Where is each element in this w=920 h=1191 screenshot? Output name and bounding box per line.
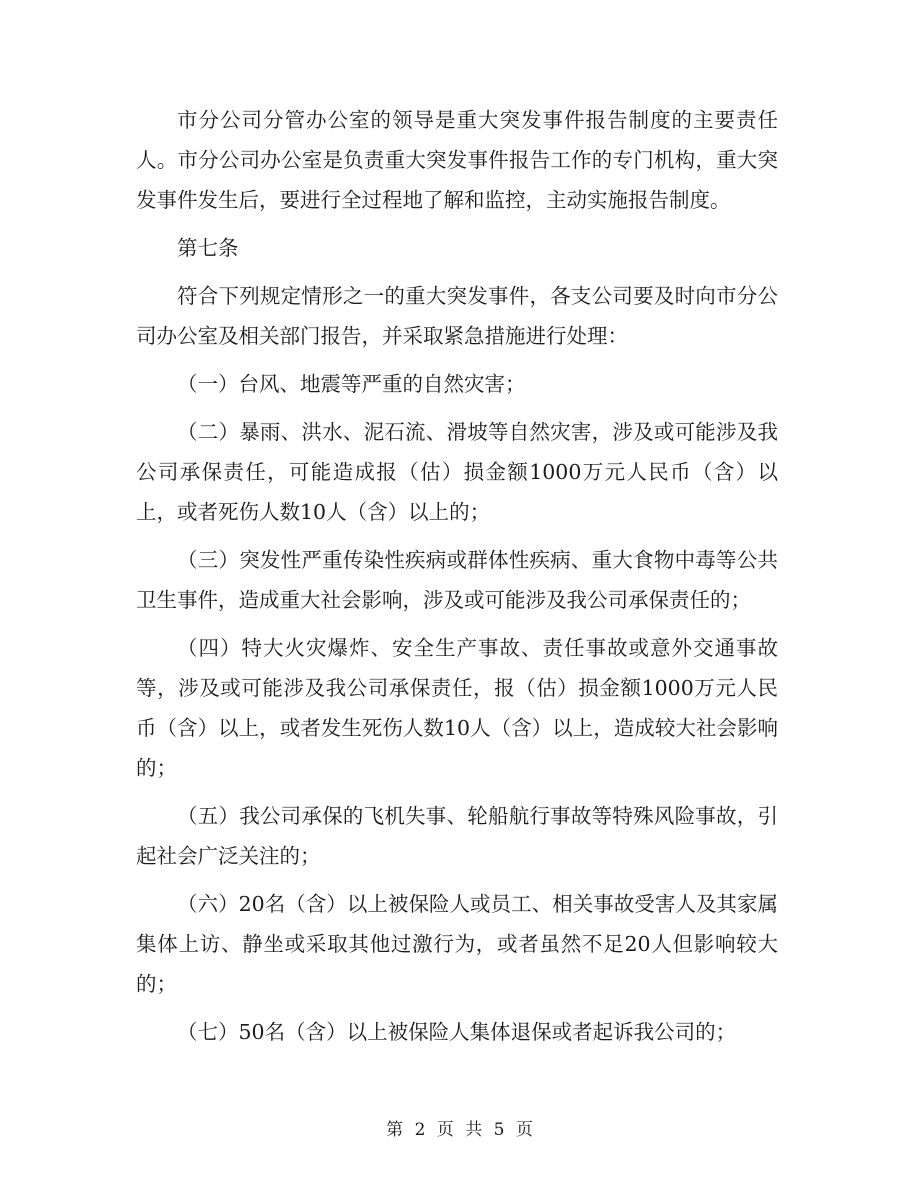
list-item-2: （二）暴雨、洪水、泥石流、滑坡等自然灾害，涉及或可能涉及我公司承保责任，可能造成报（估）损金额1000万元人民币（含）以上，或者死伤人数10人（含）以上的； [136, 420, 778, 524]
footer-current-page: 2 [414, 1120, 427, 1140]
list-item-3: （三）突发性严重传染性疾病或群体性疾病、重大食物中毒等公共卫生事件，造成重大社会影响，涉及或可能涉及我公司承保责任的； [136, 548, 778, 612]
article-heading: 第七条 [177, 236, 239, 260]
footer-suffix: 页 [515, 1120, 534, 1140]
list-item-7: （七）50名（含）以上被保险人集体退保或者起诉我公司的； [177, 1020, 737, 1044]
list-item-6: （六）20名（含）以上被保险人或员工、相关事故受害人及其家属集体上访、静坐或采取其他过激行为，或者虽然不足20人但影响较大的； [136, 892, 778, 996]
paragraph-responsibility: 市分公司分管办公室的领导是重大突发事件报告制度的主要责任人。市分公司办公室是负责重大突发事件报告工作的专门机构，重大突发事件发生后，要进行全过程地了解和监控，主动实施报告制度。 [136, 108, 778, 212]
list-item-4: （四）特大火灾爆炸、安全生产事故、责任事故或意外交通事故等，涉及或可能涉及我公司承保责任，报（估）损金额1000万元人民币（含）以上，或者发生死伤人数10人（含）以上，造成较大社会影响的； [136, 636, 778, 780]
paragraph-report-conditions: 符合下列规定情形之一的重大突发事件，各支公司要及时向市分公司办公室及相关部门报告，并采取紧急措施进行处理： [136, 284, 778, 348]
page-footer [0, 1115, 920, 1140]
document-body [136, 100, 778, 1060]
footer-prefix: 第 [386, 1120, 405, 1140]
footer-mid: 页 [436, 1120, 455, 1140]
list-item-5: （五）我公司承保的飞机失事、轮船航行事故等特殊风险事故，引起社会广泛关注的； [136, 804, 778, 868]
footer-total-label: 共 [465, 1120, 484, 1140]
footer-total-pages: 5 [493, 1120, 506, 1140]
list-item-1: （一）台风、地震等严重的自然灾害； [177, 372, 526, 396]
